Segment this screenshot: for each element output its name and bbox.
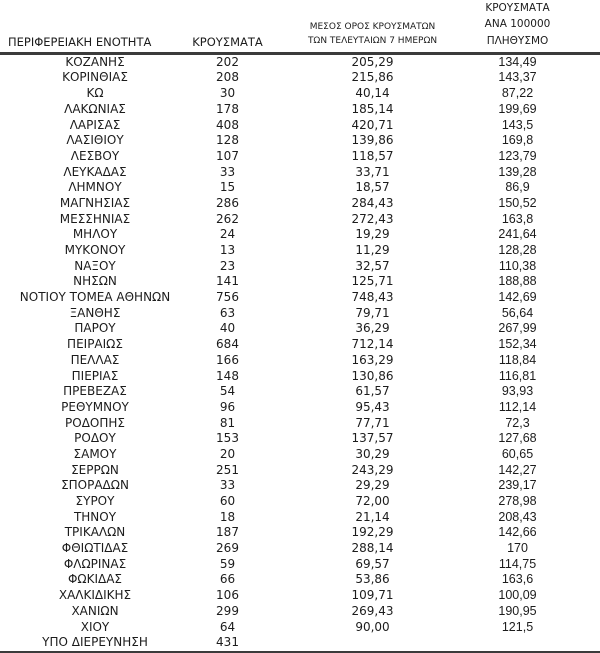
cell-per-100k: 128,28 [498,243,537,258]
cell-cases: 33 [219,164,236,179]
cell-per-100k: 134,49 [498,54,537,69]
cell-avg-7day: 21,14 [355,509,390,524]
cell-per-100k: 163,8 [501,211,534,226]
table-row [0,635,600,652]
table-row [0,478,600,494]
cell-region: ΦΘΙΩΤΙΔΑΣ [61,541,129,556]
cell-avg-7day: 90,00 [355,619,390,634]
cell-region: ΛΗΜΝΟΥ [68,180,122,195]
cell-region: ΚΟΡΙΝΘΙΑΣ [62,70,128,85]
cell-region: ΠΡΕΒΕΖΑΣ [63,384,127,399]
cell-per-100k: 116,81 [498,368,537,383]
cell-avg-7day: 18,57 [355,180,390,195]
cell-per-100k: 72,3 [505,415,530,430]
cell-cases: 20 [219,446,236,461]
col-header-cases: ΚΡΟΥΣΜΑΤΑ [190,0,265,53]
table-row [0,400,600,416]
cell-cases: 262 [216,211,239,226]
cell-cases: 66 [219,572,236,587]
cell-region: ΧΙΟΥ [80,619,110,634]
cell-cases: 202 [216,54,239,69]
cell-avg-7day: 36,29 [355,321,390,336]
cell-region: ΧΑΛΚΙΔΙΚΗΣ [58,588,132,603]
cell-avg-7day: 130,86 [351,368,394,383]
cell-cases: 106 [216,588,239,603]
cell-cases: 30 [219,86,236,101]
cell-region: ΛΑΡΙΣΑΣ [69,117,121,132]
cell-avg-7day: 40,14 [355,86,390,101]
cell-region: ΝΗΣΩΝ [73,274,117,289]
cell-avg-7day: 53,86 [355,572,390,587]
table-row [0,557,600,573]
cell-per-100k: 112,14 [498,399,537,414]
cell-avg-7day: 125,71 [351,274,394,289]
table-row [0,274,600,290]
table-row [0,353,600,369]
cell-avg-7day: 11,29 [355,243,390,258]
table-row [0,86,600,102]
table-row [0,306,600,322]
cell-per-100k: 150,52 [498,195,537,210]
cell-per-100k: 123,79 [498,148,537,163]
table-row [0,494,600,510]
cell-avg-7day: 139,86 [351,133,394,148]
cell-avg-7day: 19,29 [355,227,390,242]
cell-avg-7day: 137,57 [351,431,394,446]
cell-per-100k: 190,95 [498,603,537,618]
table-row [0,259,600,275]
table-row [0,510,600,526]
cell-per-100k: 188,88 [498,274,537,289]
cell-cases: 63 [219,305,236,320]
cell-region: ΚΩ [86,86,104,101]
cell-per-100k: 93,93 [501,384,534,399]
cell-region: ΝΑΞΟΥ [74,258,116,273]
cell-region: ΡΟΔΟΠΗΣ [65,415,125,430]
cell-per-100k: 241,64 [498,227,537,242]
table-row [0,604,600,620]
cell-region: ΞΑΝΘΗΣ [69,305,121,320]
cell-per-100k: 142,27 [498,462,537,477]
table-row [0,620,600,636]
cell-avg-7day: 69,57 [355,556,390,571]
table-row [0,525,600,541]
cell-avg-7day: 32,57 [355,258,390,273]
cell-cases: 408 [216,117,239,132]
cell-avg-7day: 288,14 [351,541,394,556]
cell-cases: 128 [216,133,239,148]
cell-avg-7day: 748,43 [351,290,394,305]
cell-cases: 15 [219,180,236,195]
table-row [0,102,600,118]
cell-avg-7day: 712,14 [351,337,394,352]
cell-avg-7day: 420,71 [351,117,394,132]
table-row [0,588,600,604]
cell-per-100k: 121,5 [501,619,534,634]
cell-avg-7day: 77,71 [355,415,390,430]
cell-region: ΣΑΜΟΥ [73,446,117,461]
cell-cases: 684 [216,337,239,352]
cell-per-100k: 143,5 [501,117,534,132]
cell-per-100k: 208,43 [498,509,537,524]
cell-per-100k: 139,28 [498,164,537,179]
cell-avg-7day: 118,57 [351,148,394,163]
cell-avg-7day: 29,29 [355,478,390,493]
cell-region: ΛΑΣΙΘΙΟΥ [66,133,124,148]
cell-per-100k: 118,84 [498,352,537,367]
cell-per-100k: 143,37 [498,70,537,85]
cell-per-100k: 170 [507,541,528,556]
cell-avg-7day: 33,71 [355,164,390,179]
cell-cases: 40 [219,321,236,336]
table-row [0,572,600,588]
table-row [0,321,600,337]
cell-cases: 23 [219,258,236,273]
cell-cases: 153 [216,431,239,446]
cell-region: ΡΟΔΟΥ [74,431,116,446]
cell-region: ΠΕΙΡΑΙΩΣ [67,337,123,352]
table-row [0,416,600,432]
cell-region: ΛΑΚΩΝΙΑΣ [64,101,126,116]
cell-per-100k: 60,65 [501,446,534,461]
cell-per-100k: 199,69 [498,101,537,116]
cell-per-100k: 267,99 [498,321,537,336]
table-row [0,243,600,259]
table-row [0,227,600,243]
cell-cases: 166 [216,352,239,367]
cell-region: ΤΗΝΟΥ [73,509,117,524]
table-row [0,133,600,149]
table-row [0,384,600,400]
cell-cases: 60 [219,494,236,509]
table-row [0,369,600,385]
table-row [0,337,600,353]
cell-per-100k: 114,75 [498,556,537,571]
cell-per-100k: 152,34 [498,337,537,352]
cell-region: ΣΥΡΟΥ [75,494,115,509]
cell-per-100k: 142,66 [498,525,537,540]
col-header-region: ΠΕΡΙΦΕΡΕΙΑΚΗ ΕΝΟΤΗΤΑ [0,0,190,53]
cell-avg-7day: 72,00 [355,494,390,509]
cell-cases: 81 [219,415,236,430]
cell-avg-7day: 243,29 [351,462,394,477]
cell-avg-7day: 215,86 [351,70,394,85]
cell-region: ΚΟΖΑΝΗΣ [65,54,125,69]
cell-avg-7day: 205,29 [351,54,394,69]
cell-cases: 54 [219,384,236,399]
cell-cases: 141 [216,274,239,289]
cell-cases: 756 [216,290,239,305]
cell-avg-7day: 269,43 [351,603,394,618]
table-row [0,70,600,86]
cell-avg-7day: 61,57 [355,384,390,399]
cell-region: ΦΛΩΡΙΝΑΣ [63,556,127,571]
table-row [0,541,600,557]
cell-cases: 178 [216,101,239,116]
header-row [0,0,600,53]
col-header-avg-7day-line1: ΜΕΣΟΣ ΟΡΟΣ ΚΡΟΥΣΜΑΤΩΝ [309,22,436,33]
cell-cases: 96 [219,399,236,414]
cell-avg-7day: 30,29 [355,446,390,461]
cell-region: ΛΕΣΒΟΥ [70,148,120,163]
cell-per-100k: 127,68 [498,431,537,446]
cell-cases: 431 [216,635,239,650]
cell-cases: 13 [219,243,236,258]
table-row [0,53,600,70]
table-row [0,431,600,447]
cell-region: ΠΑΡΟΥ [74,321,116,336]
cell-per-100k: 56,64 [501,305,534,320]
cell-region: ΠΕΛΛΑΣ [70,352,120,367]
col-header-per-100k [480,0,600,53]
cell-region: ΡΕΘΥΜΝΟΥ [61,399,129,414]
cell-per-100k: 86,9 [505,180,530,195]
col-header-avg-7day-line2: ΤΩΝ ΤΕΛΕΥΤΑΙΩΝ 7 ΗΜΕΡΩΝ [307,36,438,47]
cell-avg-7day: 109,71 [351,588,394,603]
cell-region: ΣΠΟΡΑΔΩΝ [61,478,129,493]
cell-region: ΛΕΥΚΑΔΑΣ [63,164,127,179]
cell-region: ΥΠΟ ΔΙΕΡΕΥΝΗΣΗ [42,635,148,650]
cell-cases: 208 [216,70,239,85]
table-row [0,149,600,165]
table-row [0,463,600,479]
cell-cases: 187 [216,525,239,540]
table-row [0,196,600,212]
col-header-per-100k-line1: ΚΡΟΥΣΜΑΤΑ ΑΝΑ 100000 [484,2,551,31]
cell-region: ΜΑΓΝΗΣΙΑΣ [59,195,131,210]
cell-cases: 64 [219,619,236,634]
table-row [0,118,600,134]
cell-cases: 33 [219,478,236,493]
cell-per-100k: 169,8 [501,133,534,148]
cell-avg-7day: 95,43 [355,399,390,414]
cell-per-100k: 110,38 [498,258,537,273]
cell-region: ΤΡΙΚΑΛΩΝ [64,525,126,540]
cell-per-100k: 163,6 [501,572,534,587]
cell-avg-7day [265,635,480,652]
cell-region: ΜΕΣΣΗΝΙΑΣ [59,211,131,226]
cell-cases: 299 [216,603,239,618]
cell-cases: 269 [216,541,239,556]
table-row [0,180,600,196]
cell-region: ΝΟΤΙΟΥ ΤΟΜΕΑ ΑΘΗΝΩΝ [19,290,171,305]
table-row [0,447,600,463]
cell-per-100k: 100,09 [498,588,537,603]
cell-cases: 24 [219,227,236,242]
table-row [0,165,600,181]
cell-cases: 107 [216,148,239,163]
cell-region: ΠΙΕΡΙΑΣ [71,368,119,383]
cell-avg-7day: 284,43 [351,195,394,210]
cell-avg-7day: 79,71 [355,305,390,320]
cell-region: ΦΩΚΙΔΑΣ [67,572,123,587]
cell-per-100k: 239,17 [498,478,537,493]
table-row [0,212,600,228]
cell-avg-7day: 163,29 [351,352,394,367]
cell-per-100k: 278,98 [498,494,537,509]
col-header-avg-7day [265,0,480,53]
cell-per-100k: 142,69 [498,290,537,305]
cell-avg-7day: 185,14 [351,101,394,116]
cell-cases: 59 [219,556,236,571]
cell-per-100k [480,635,600,652]
cell-region: ΧΑΝΙΩΝ [71,603,119,618]
cell-cases: 251 [216,462,239,477]
table-body [0,53,600,652]
cell-cases: 286 [216,195,239,210]
cell-cases: 18 [219,509,236,524]
cell-avg-7day: 192,29 [351,525,394,540]
cell-per-100k: 87,22 [501,86,534,101]
cell-cases: 148 [216,368,239,383]
cell-region: ΣΕΡΡΩΝ [71,462,119,477]
col-header-per-100k-line2: ΠΛΗΘΥΣΜΟ [486,34,549,47]
table-row [0,290,600,306]
cell-region: ΜΗΛΟΥ [72,227,118,242]
cell-avg-7day: 272,43 [351,211,394,226]
cell-region: ΜΥΚΟΝΟΥ [64,243,126,258]
